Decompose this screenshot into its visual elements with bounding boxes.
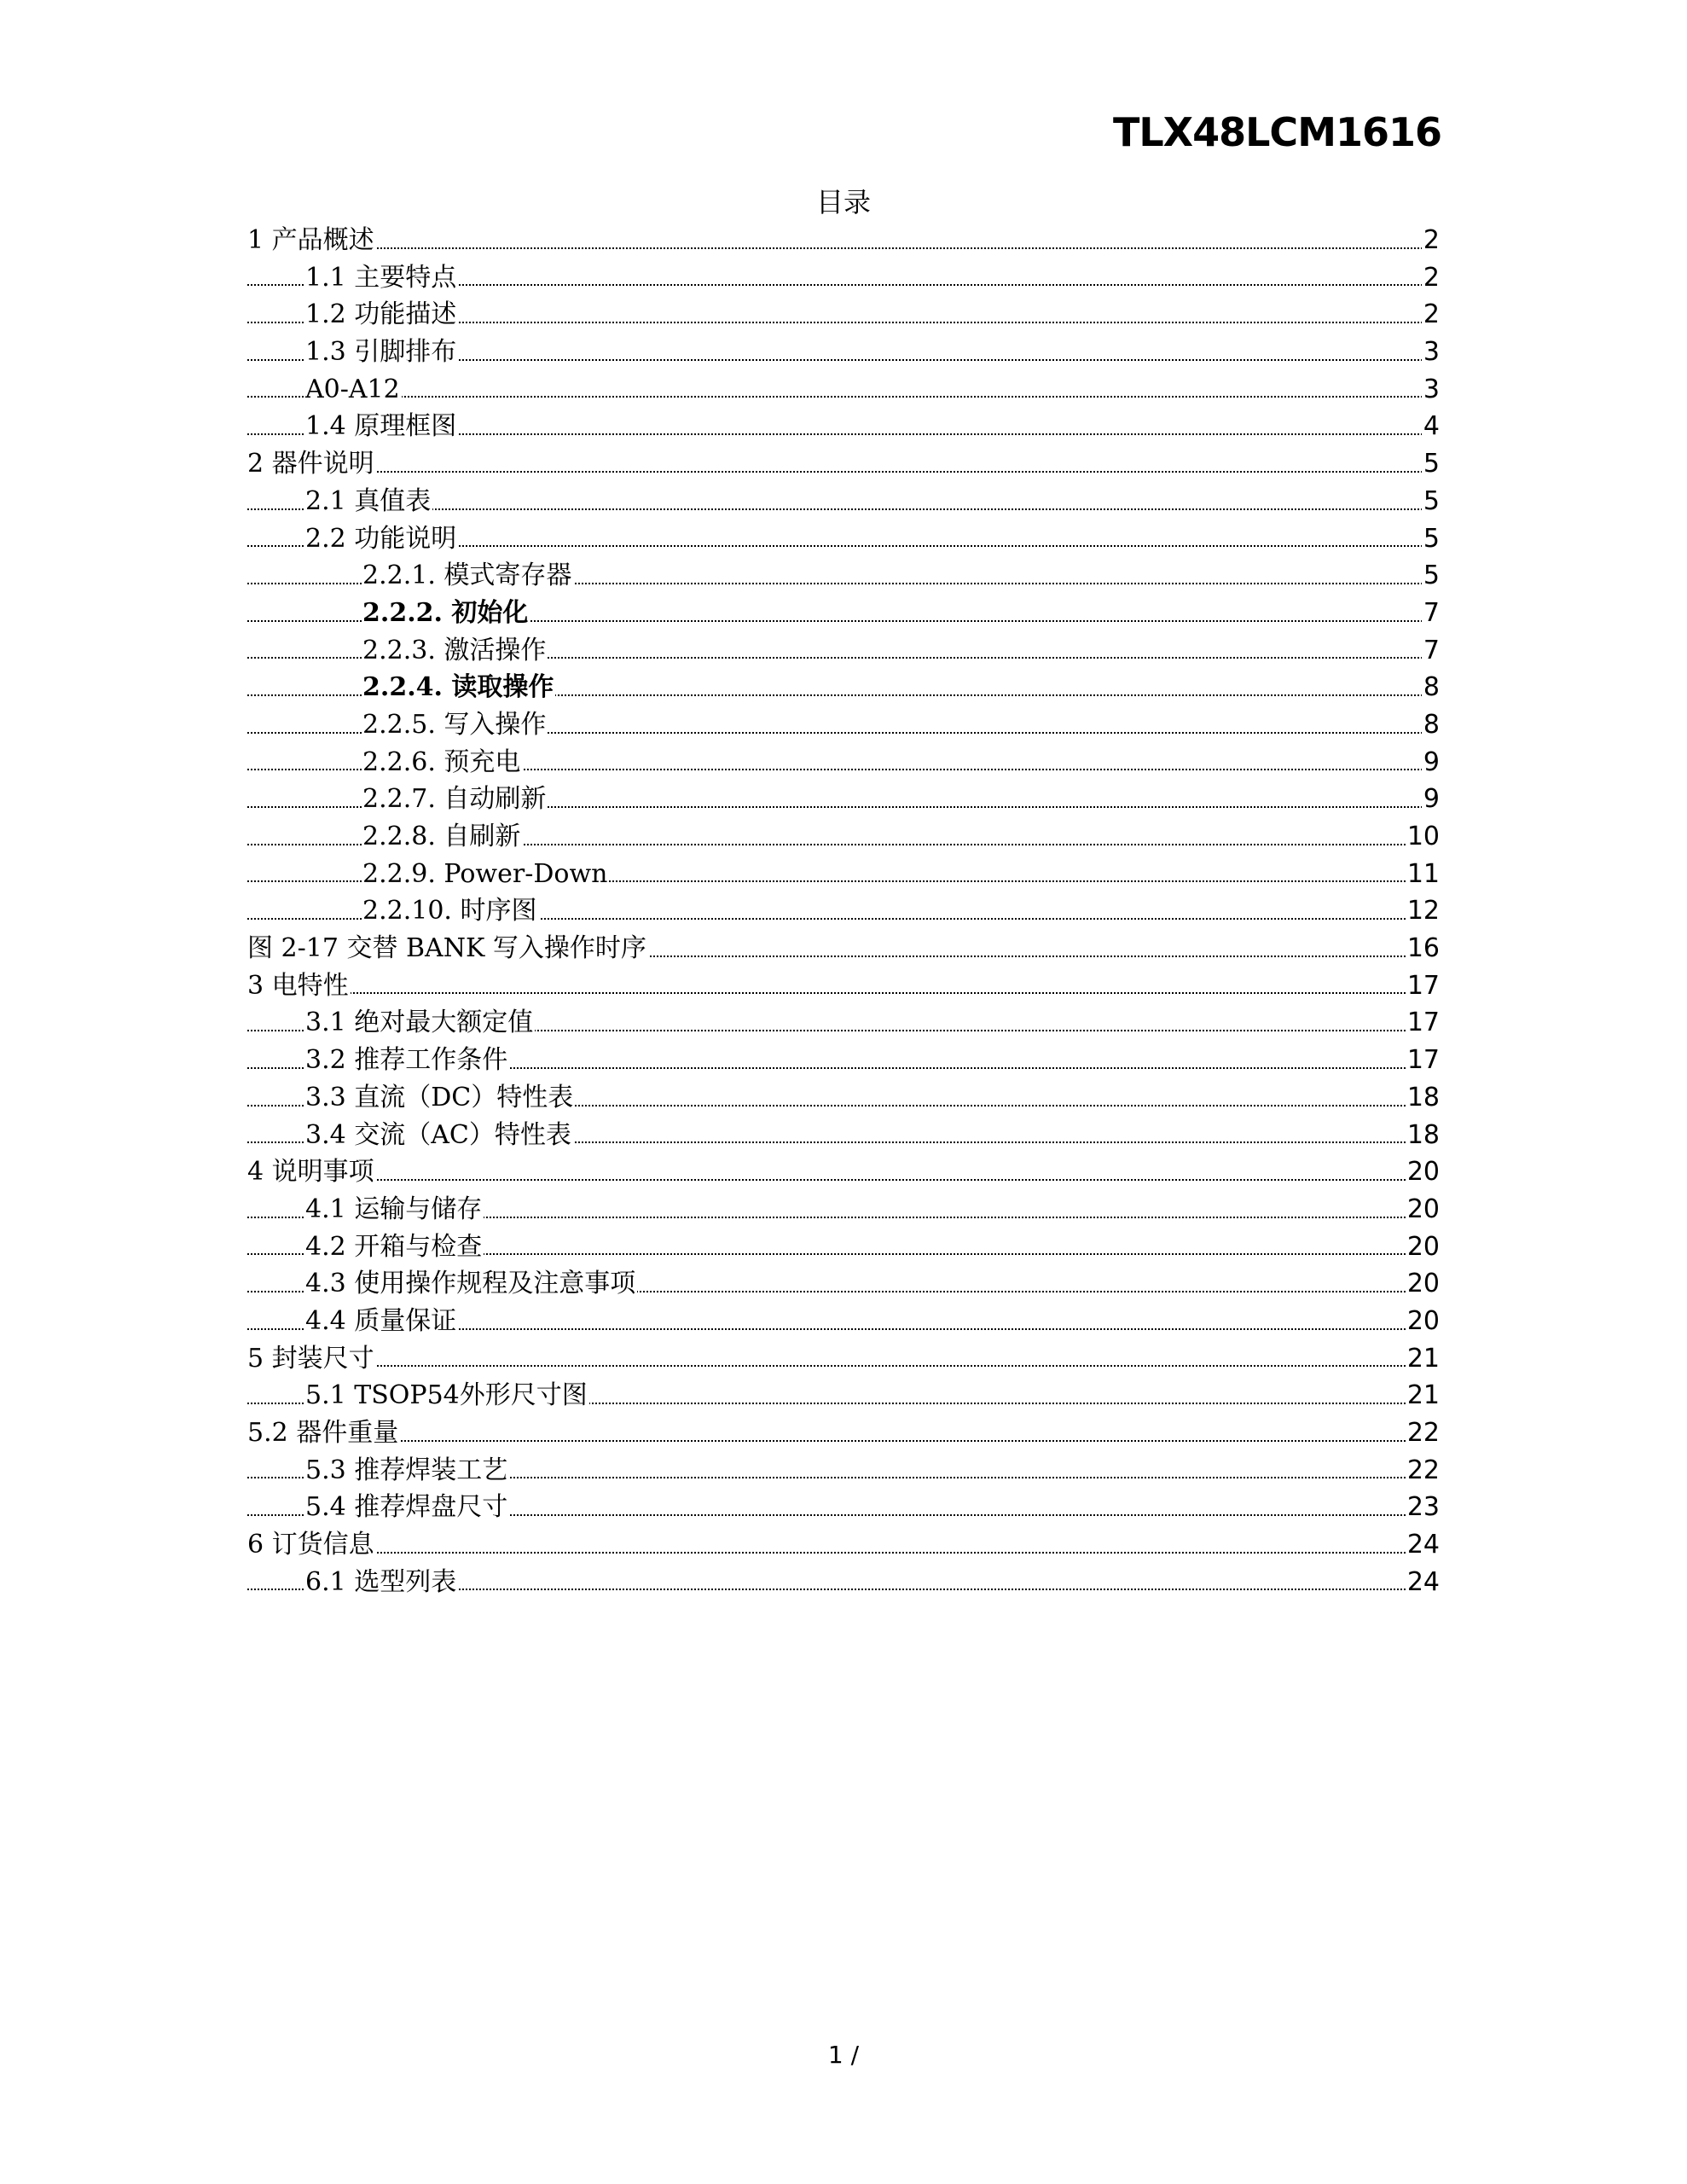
toc-entry-title: 2.2.8. 自刷新 bbox=[362, 822, 521, 851]
toc-entry[interactable] bbox=[247, 1303, 1440, 1340]
toc-entry[interactable] bbox=[247, 520, 1440, 558]
toc-entry-page-number: 20 bbox=[1406, 1191, 1440, 1228]
toc-entry-title: A0-A12 bbox=[305, 374, 400, 404]
toc-entry-page-number: 21 bbox=[1406, 1377, 1440, 1414]
toc-entry[interactable] bbox=[247, 1228, 1440, 1266]
toc-entry[interactable] bbox=[247, 557, 1440, 595]
toc-entry-title: 1.4 原理框图 bbox=[305, 411, 457, 442]
toc-entry-title: 1.3 引脚排布 bbox=[305, 337, 457, 368]
toc-entry-title: 2.2.1. 模式寄存器 bbox=[362, 561, 572, 591]
toc-entry[interactable] bbox=[247, 744, 1440, 781]
toc-entry-title: 2.2.9. Power-Down bbox=[362, 858, 608, 889]
toc-entry[interactable] bbox=[247, 781, 1440, 818]
toc-entry-page-number: 2 bbox=[1422, 296, 1440, 334]
toc-entry[interactable] bbox=[247, 669, 1440, 706]
toc-entry-page-number: 16 bbox=[1406, 930, 1440, 967]
toc-entry-title: 4 说明事项 bbox=[247, 1157, 374, 1188]
toc-entry[interactable] bbox=[247, 1265, 1440, 1303]
toc-heading: 目录 bbox=[815, 186, 871, 218]
toc-entry[interactable] bbox=[247, 408, 1440, 445]
toc-entry[interactable] bbox=[247, 1340, 1440, 1378]
toc-entry-page-number: 9 bbox=[1422, 744, 1440, 781]
toc-entry-page-number: 2 bbox=[1422, 259, 1440, 297]
toc-entry-page-number: 4 bbox=[1422, 408, 1440, 445]
toc-entry-page-number: 5 bbox=[1422, 445, 1440, 483]
toc-entry-title: 1 产品概述 bbox=[247, 225, 374, 255]
toc-entry-page-number: 8 bbox=[1422, 706, 1440, 744]
toc-entry[interactable] bbox=[247, 706, 1440, 744]
document-header-title: TLX48LCM1616 bbox=[1112, 109, 1441, 155]
toc-entry-title: 3.4 交流（AC）特性表 bbox=[305, 1119, 571, 1150]
toc-entry-page-number: 24 bbox=[1406, 1526, 1440, 1564]
toc-entry[interactable] bbox=[247, 1526, 1440, 1564]
toc-entry-page-number: 22 bbox=[1406, 1414, 1440, 1452]
toc-entry[interactable] bbox=[247, 892, 1440, 930]
toc-entry-page-number: 12 bbox=[1406, 892, 1440, 930]
toc-entry[interactable] bbox=[247, 1042, 1440, 1079]
toc-entry-page-number: 17 bbox=[1406, 967, 1440, 1005]
toc-entry[interactable] bbox=[247, 259, 1440, 297]
toc-entry-title: 4.4 质量保证 bbox=[305, 1305, 457, 1336]
toc-entry[interactable] bbox=[247, 1191, 1440, 1228]
toc-entry-page-number: 18 bbox=[1406, 1079, 1440, 1117]
toc-entry[interactable] bbox=[247, 296, 1440, 334]
toc-entry-page-number: 5 bbox=[1422, 483, 1440, 520]
toc-entry[interactable] bbox=[247, 483, 1440, 520]
toc-entry-title: 6.1 选型列表 bbox=[305, 1566, 457, 1597]
toc-entry-page-number: 2 bbox=[1422, 222, 1440, 259]
toc-entry-page-number: 10 bbox=[1406, 818, 1440, 856]
toc-entry[interactable] bbox=[247, 1079, 1440, 1117]
toc-entry-page-number: 21 bbox=[1406, 1340, 1440, 1378]
toc-entry-page-number: 3 bbox=[1422, 371, 1440, 409]
toc-entry-title: 3 电特性 bbox=[247, 970, 349, 1001]
toc-entry-title: 图 2-17 交替 BANK 写入操作时序 bbox=[247, 933, 646, 964]
toc-dot-leader bbox=[247, 396, 1440, 398]
toc-entry-page-number: 24 bbox=[1406, 1564, 1440, 1601]
toc-dot-leader bbox=[247, 1440, 1440, 1442]
toc-dot-leader bbox=[247, 1552, 1440, 1554]
toc-entry-page-number: 9 bbox=[1422, 781, 1440, 818]
toc-entry-title: 4.3 使用操作规程及注意事项 bbox=[305, 1269, 636, 1299]
toc-entry-title: 2.2.4. 读取操作 bbox=[362, 672, 554, 703]
toc-entry-page-number: 17 bbox=[1406, 1004, 1440, 1042]
toc-entry-page-number: 23 bbox=[1406, 1489, 1440, 1526]
toc-entry-title: 3.1 绝对最大额定值 bbox=[305, 1008, 534, 1038]
toc-entry[interactable] bbox=[247, 445, 1440, 483]
toc-entry-page-number: 11 bbox=[1406, 856, 1440, 893]
toc-entry[interactable] bbox=[247, 1153, 1440, 1191]
toc-entry-title: 3.2 推荐工作条件 bbox=[305, 1045, 508, 1076]
toc-entry[interactable] bbox=[247, 1452, 1440, 1490]
toc-entry-title: 3.3 直流（DC）特性表 bbox=[305, 1082, 574, 1112]
toc-dot-leader bbox=[247, 471, 1440, 473]
toc-entry-title: 6 订货信息 bbox=[247, 1530, 374, 1560]
toc-entry[interactable] bbox=[247, 1004, 1440, 1042]
toc-entry-page-number: 22 bbox=[1406, 1452, 1440, 1490]
toc-entry-title: 1.2 功能描述 bbox=[305, 299, 457, 330]
toc-entry-title: 2.2.5. 写入操作 bbox=[362, 709, 547, 740]
toc-entry-title: 2.2.6. 预充电 bbox=[362, 746, 521, 777]
toc-entry[interactable] bbox=[247, 334, 1440, 371]
toc-entry[interactable] bbox=[247, 1377, 1440, 1414]
toc-entry-page-number: 18 bbox=[1406, 1117, 1440, 1154]
toc-entry[interactable] bbox=[247, 222, 1440, 259]
toc-entry-page-number: 20 bbox=[1406, 1303, 1440, 1340]
toc-entry[interactable] bbox=[247, 856, 1440, 893]
table-of-contents bbox=[247, 222, 1440, 1600]
toc-entry-title: 2.2.3. 激活操作 bbox=[362, 635, 547, 665]
toc-entry-page-number: 20 bbox=[1406, 1228, 1440, 1266]
toc-entry-title: 2.2.7. 自动刷新 bbox=[362, 784, 547, 815]
toc-dot-leader bbox=[247, 247, 1440, 249]
toc-dot-leader bbox=[247, 992, 1440, 994]
toc-entry[interactable] bbox=[247, 371, 1440, 409]
toc-entry[interactable] bbox=[247, 632, 1440, 670]
toc-entry-title: 1.1 主要特点 bbox=[305, 262, 457, 293]
toc-entry-title: 5.2 器件重量 bbox=[247, 1418, 399, 1448]
toc-entry-title: 2.2.10. 时序图 bbox=[362, 896, 537, 926]
toc-entry-title: 5.4 推荐焊盘尺寸 bbox=[305, 1492, 508, 1523]
toc-entry-title: 5.3 推荐焊装工艺 bbox=[305, 1455, 508, 1485]
toc-entry[interactable] bbox=[247, 1414, 1440, 1452]
toc-entry-page-number: 7 bbox=[1422, 632, 1440, 670]
toc-entry[interactable] bbox=[247, 930, 1440, 967]
toc-entry-title: 4.1 运输与储存 bbox=[305, 1194, 483, 1224]
toc-entry[interactable] bbox=[247, 967, 1440, 1005]
toc-entry-title: 2 器件说明 bbox=[247, 449, 374, 479]
toc-entry-page-number: 5 bbox=[1422, 520, 1440, 558]
toc-entry-title: 2.1 真值表 bbox=[305, 485, 432, 516]
toc-dot-leader bbox=[247, 1365, 1440, 1367]
toc-entry-title: 2.2 功能说明 bbox=[305, 523, 457, 554]
toc-entry[interactable] bbox=[247, 1489, 1440, 1526]
toc-entry[interactable] bbox=[247, 818, 1440, 856]
toc-entry-title: 5 封装尺寸 bbox=[247, 1343, 374, 1374]
toc-entry-page-number: 20 bbox=[1406, 1153, 1440, 1191]
toc-entry-page-number: 17 bbox=[1406, 1042, 1440, 1079]
toc-entry-title: 5.1 TSOP54外形尺寸图 bbox=[305, 1380, 588, 1411]
toc-entry-page-number: 7 bbox=[1422, 595, 1440, 632]
toc-entry[interactable] bbox=[247, 595, 1440, 632]
page-number-footer: 1 / bbox=[827, 2041, 860, 2069]
toc-entry-page-number: 3 bbox=[1422, 334, 1440, 371]
toc-dot-leader bbox=[247, 1179, 1440, 1181]
toc-entry-page-number: 5 bbox=[1422, 557, 1440, 595]
toc-entry-page-number: 20 bbox=[1406, 1265, 1440, 1303]
toc-entry[interactable] bbox=[247, 1117, 1440, 1154]
toc-entry-title: 4.2 开箱与检查 bbox=[305, 1231, 483, 1262]
toc-entry-page-number: 8 bbox=[1422, 669, 1440, 706]
toc-entry-title: 2.2.2. 初始化 bbox=[362, 597, 529, 628]
toc-entry[interactable] bbox=[247, 1564, 1440, 1601]
